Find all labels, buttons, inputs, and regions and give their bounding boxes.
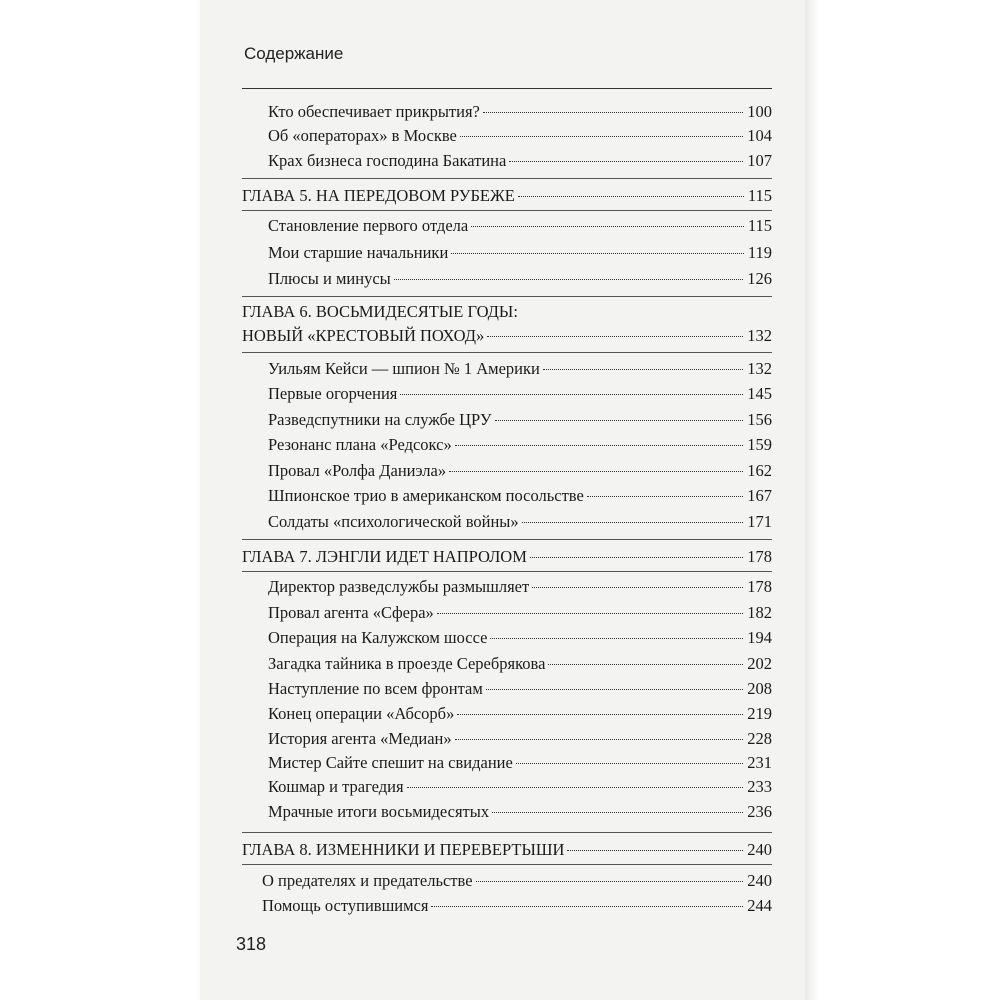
toc-entry: Мрачные итоги восьмидесятых 236 bbox=[268, 802, 772, 821]
toc-entry: Кошмар и трагедия 233 bbox=[268, 777, 772, 796]
chapter-heading-line: ГЛАВА 6. ВОСЬМИДЕСЯТЫЕ ГОДЫ: bbox=[242, 302, 518, 321]
toc-entry: Загадка тайника в проезде Серебрякова 202 bbox=[268, 654, 772, 673]
section-divider bbox=[242, 210, 772, 211]
section-divider bbox=[242, 352, 772, 353]
toc-entry: Кто обеспечивает прикрытия? 100 bbox=[268, 102, 772, 121]
section-divider bbox=[242, 539, 772, 540]
toc-entry: Шпионское трио в американском посольстве 167 bbox=[268, 486, 772, 505]
toc-entry: Становление первого отдела 115 bbox=[268, 216, 772, 235]
toc-entry: Операция на Калужском шоссе 194 bbox=[268, 628, 772, 647]
page-number: 318 bbox=[236, 934, 267, 954]
toc-entry: Мои старшие начальники 119 bbox=[268, 243, 772, 262]
toc-entry: Помощь оступившимся 244 bbox=[262, 896, 772, 915]
section-divider bbox=[242, 178, 772, 179]
chapter-heading: ГЛАВА 7. ЛЭНГЛИ ИДЕТ НАПРОЛОМ 178 bbox=[242, 547, 772, 566]
section-divider bbox=[242, 832, 772, 833]
toc-entry: Наступление по всем фронтам 208 bbox=[268, 679, 772, 698]
section-divider bbox=[242, 864, 772, 865]
toc-entry: История агента «Медиан» 228 bbox=[268, 729, 772, 748]
chapter-heading: ГЛАВА 8. ИЗМЕННИКИ И ПЕРЕВЕРТЫШИ 240 bbox=[242, 840, 772, 859]
toc-entry: Провал «Ролфа Даниэла» 162 bbox=[268, 461, 772, 480]
toc-entry: О предателях и предательстве 240 bbox=[262, 871, 772, 890]
chapter-heading: НОВЫЙ «КРЕСТОВЫЙ ПОХОД» 132 bbox=[242, 326, 772, 345]
toc-entry: Первые огорчения 145 bbox=[268, 384, 772, 403]
toc-entry: Конец операции «Абсорб» 219 bbox=[268, 704, 772, 723]
toc-entry: Солдаты «психологической войны» 171 bbox=[268, 512, 772, 531]
toc-entry: Об «операторах» в Москве 104 bbox=[268, 126, 772, 145]
section-divider bbox=[242, 296, 772, 297]
toc-entry: Резонанс плана «Редсокс» 159 bbox=[268, 435, 772, 454]
toc-entry: Плюсы и минусы 126 bbox=[268, 269, 772, 288]
toc-entry: Уильям Кейси — шпион № 1 Америки 132 bbox=[268, 359, 772, 378]
section-divider bbox=[242, 571, 772, 572]
toc-entry: Разведспутники на службе ЦРУ 156 bbox=[268, 410, 772, 429]
toc-entry: Мистер Сайте спешит на свидание 231 bbox=[268, 753, 772, 772]
toc-entry: Крах бизнеса господина Бакатина 107 bbox=[268, 151, 772, 170]
toc-entry: Директор разведслужбы размышляет 178 bbox=[268, 577, 772, 596]
running-header: Содержание bbox=[244, 44, 344, 63]
chapter-heading: ГЛАВА 5. НА ПЕРЕДОВОМ РУБЕЖЕ 115 bbox=[242, 186, 772, 205]
toc-entry: Провал агента «Сфера» 182 bbox=[268, 603, 772, 622]
